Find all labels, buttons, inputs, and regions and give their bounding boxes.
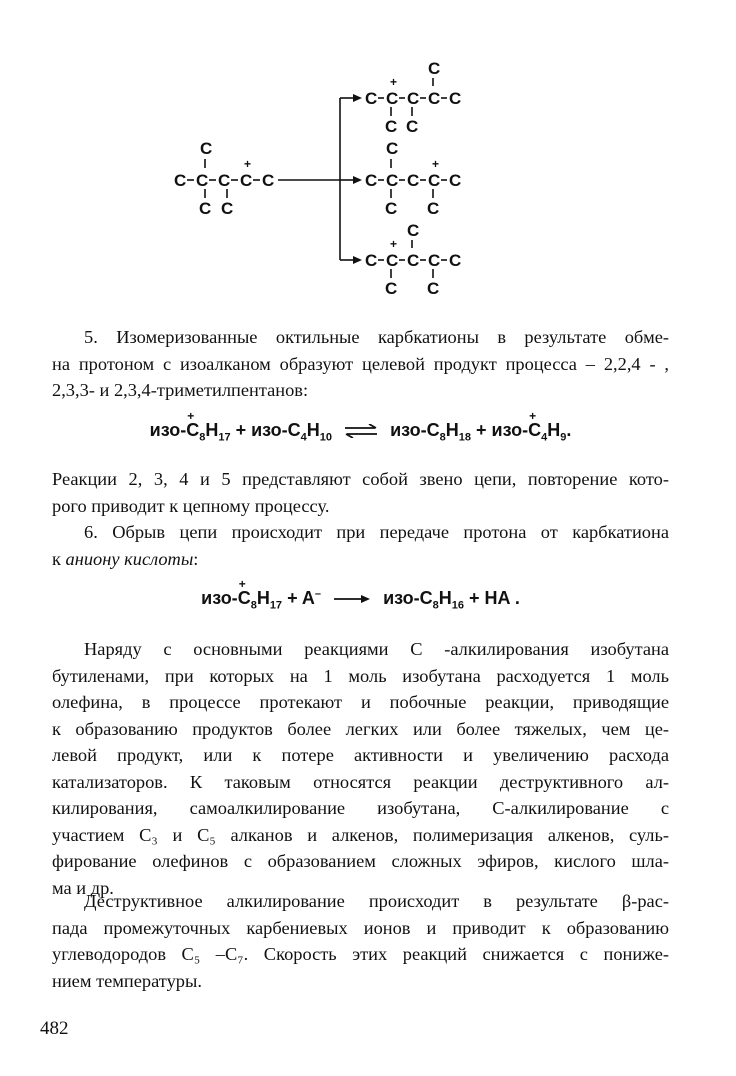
paragraph-side-reactions-cont bbox=[52, 663, 669, 902]
atom: C bbox=[386, 251, 399, 270]
text-line: на протоном с изоалканом образуют целевой продукт процесса – 2,2,4 - , bbox=[52, 353, 669, 374]
text-line: 6. Обрыв цепи происходит при передаче протона от карбкатиона bbox=[84, 522, 669, 542]
atom: C bbox=[174, 171, 187, 190]
paragraph-chain bbox=[52, 466, 669, 519]
atom: C bbox=[428, 89, 441, 108]
text-line: фирование олефинов с образованием сложных эфиров, кислого шла- bbox=[52, 851, 669, 871]
isomerization-scheme bbox=[170, 58, 510, 308]
reactant-carbocation bbox=[174, 139, 274, 218]
reaction-arrow-icon bbox=[332, 594, 372, 604]
text-line: углеводородов C₅ –C₇. Скорость этих реакций снижается с пониже- bbox=[52, 944, 669, 964]
equation-proton-exchange: изо- + $C_8H_{17} + изо-C_4H_{10}$ изо-$C_8H_{18} + изо-$ + $C_4H_9$. bbox=[149, 409, 572, 444]
charge-plus: + bbox=[244, 157, 252, 171]
atom: C bbox=[386, 139, 399, 158]
atom: C bbox=[427, 279, 440, 298]
paragraph-side-reactions bbox=[52, 636, 669, 663]
atom: C bbox=[427, 199, 440, 218]
atom: C bbox=[365, 251, 378, 270]
atom: C bbox=[428, 171, 441, 190]
text-line: олефина, в процессе протекают и побочные реакции, приводящие bbox=[52, 692, 669, 712]
text-line: бутиленами, при которых на 1 моль изобутана расходуется 1 моль bbox=[52, 665, 669, 686]
atom: C bbox=[407, 89, 420, 108]
atom: C bbox=[365, 89, 378, 108]
text-line: участием C₃ и C₅ алканов и алкенов, полимеризация алкенов, суль- bbox=[52, 824, 669, 845]
text-line: пада промежуточных карбениевых ионов и приводит к образованию bbox=[52, 917, 669, 938]
atom: C bbox=[365, 171, 378, 190]
text-line: 2,3,3- и 2,3,4-триметилпентанов: bbox=[52, 380, 309, 400]
atom: C bbox=[407, 171, 420, 190]
equation-chain-termination: изо- + $C_8H_{17} + A^-$ изо-$C_8H_{16}$ + HA . bbox=[201, 577, 520, 612]
atom: C bbox=[385, 117, 398, 136]
product-carbocation-1 bbox=[365, 59, 461, 136]
text-line: к аниону кислоты: bbox=[52, 548, 199, 569]
text-line: Наряду с основными реакциями С -алкилирования изобутана bbox=[84, 639, 669, 659]
text-line: левой продукт, или к потере активности и увеличению расхода bbox=[52, 745, 669, 765]
atom: C bbox=[221, 199, 234, 218]
charge-plus: + bbox=[390, 75, 398, 89]
text-line: ма и др. bbox=[52, 877, 114, 898]
atom: C bbox=[240, 171, 253, 190]
charge-plus: + bbox=[390, 237, 398, 251]
product-carbocation-2 bbox=[365, 139, 461, 218]
atom: C bbox=[449, 171, 462, 190]
text-line: килирования, самоалкилирование изобутана, С-алкилирование с bbox=[52, 798, 669, 818]
atom: C bbox=[386, 89, 399, 108]
charge-plus: + bbox=[432, 157, 440, 171]
text-line: 5. Изомеризованные октильные карбкатионы в результате обме- bbox=[84, 327, 669, 347]
atom: C bbox=[407, 221, 420, 240]
text-line: Реакции 2, 3, 4 и 5 представляют собой звено цепи, повторение кото- bbox=[52, 469, 669, 489]
atom: C bbox=[428, 59, 441, 78]
atom: C bbox=[262, 171, 275, 190]
atom: C bbox=[196, 171, 209, 190]
text-line: катализаторов. К таковым относятся реакции деструктивного ал- bbox=[52, 771, 669, 792]
atom: C bbox=[407, 251, 420, 270]
carbocation-c: + C bbox=[528, 409, 542, 440]
page-number: 482 bbox=[40, 1018, 69, 1039]
atom: C bbox=[449, 89, 462, 108]
product-carbocation-3 bbox=[365, 221, 461, 298]
text-line: к образованию продуктов более легких или более тяжелых, чем це- bbox=[52, 718, 669, 739]
atom: C bbox=[385, 199, 398, 218]
atom: C bbox=[218, 171, 231, 190]
paragraph-step5 bbox=[52, 324, 669, 351]
atom: C bbox=[428, 251, 441, 270]
paragraph-destructive-cont bbox=[52, 915, 669, 995]
carbocation-c: + C bbox=[186, 409, 200, 440]
atom: C bbox=[449, 251, 462, 270]
paragraph-step5-cont bbox=[52, 351, 669, 404]
paragraph-step6-cont bbox=[52, 546, 669, 573]
paragraph-step6 bbox=[52, 519, 669, 546]
paragraph-destructive bbox=[52, 888, 669, 915]
text-line: рого приводит к цепному процессу. bbox=[52, 495, 330, 516]
equilibrium-arrow-icon bbox=[343, 424, 379, 438]
atom: C bbox=[386, 171, 399, 190]
atom: C bbox=[406, 117, 419, 136]
text-line: Деструктивное алкилирование происходит в результате β-рас- bbox=[84, 891, 669, 911]
atom: C bbox=[200, 139, 213, 158]
atom: C bbox=[199, 199, 212, 218]
carbocation-c: + C bbox=[237, 577, 251, 608]
atom: C bbox=[385, 279, 398, 298]
text-line: нием температуры. bbox=[52, 970, 202, 991]
